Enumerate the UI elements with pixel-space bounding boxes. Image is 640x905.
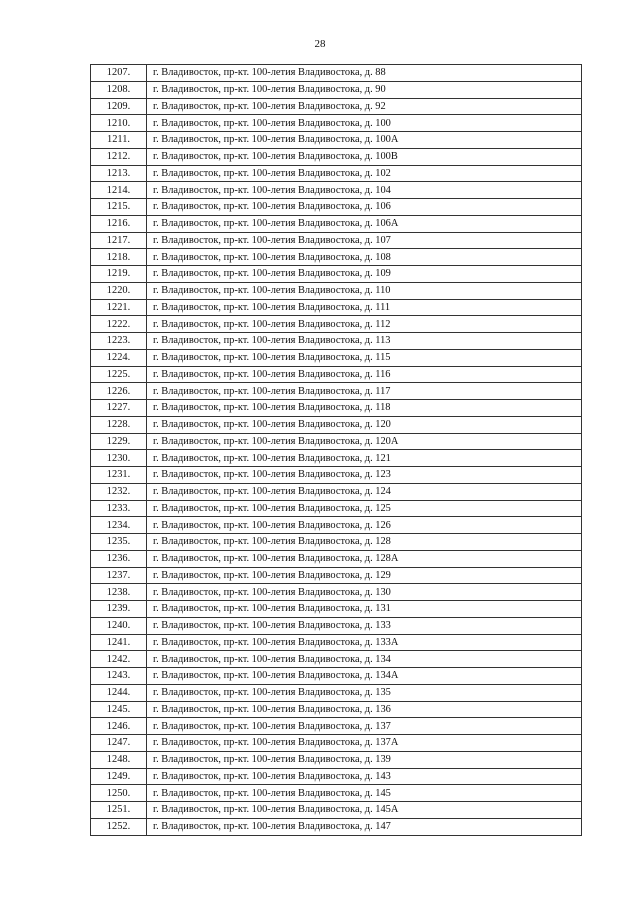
table-row [91,534,582,551]
row-number: 1246. [91,718,147,735]
row-address: г. Владивосток, пр-кт. 100-летия Владивостока, д. 128 [147,534,582,551]
row-address: г. Владивосток, пр-кт. 100-летия Владивостока, д. 100А [147,132,582,149]
row-address: г. Владивосток, пр-кт. 100-летия Владивостока, д. 113 [147,333,582,350]
row-address: г. Владивосток, пр-кт. 100-летия Владивостока, д. 145А [147,802,582,819]
row-address: г. Владивосток, пр-кт. 100-летия Владивостока, д. 147 [147,818,582,835]
row-number: 1235. [91,534,147,551]
row-address: г. Владивосток, пр-кт. 100-летия Владивостока, д. 133А [147,634,582,651]
table-row [91,550,582,567]
table-row [91,299,582,316]
table-row [91,735,582,752]
row-number: 1233. [91,500,147,517]
row-number: 1249. [91,768,147,785]
row-number: 1241. [91,634,147,651]
table-row [91,601,582,618]
row-address: г. Владивосток, пр-кт. 100-летия Владивостока, д. 117 [147,383,582,400]
row-number: 1217. [91,232,147,249]
row-address: г. Владивосток, пр-кт. 100-летия Владивостока, д. 120 [147,416,582,433]
table-row [91,98,582,115]
row-address: г. Владивосток, пр-кт. 100-летия Владивостока, д. 110 [147,282,582,299]
row-number: 1223. [91,333,147,350]
row-number: 1248. [91,751,147,768]
row-number: 1242. [91,651,147,668]
row-number: 1207. [91,65,147,82]
row-number: 1232. [91,483,147,500]
row-number: 1215. [91,199,147,216]
row-address: г. Владивосток, пр-кт. 100-летия Владивостока, д. 106 [147,199,582,216]
row-address: г. Владивосток, пр-кт. 100-летия Владивостока, д. 143 [147,768,582,785]
row-address: г. Владивосток, пр-кт. 100-летия Владивостока, д. 120А [147,433,582,450]
row-number: 1228. [91,416,147,433]
table-row [91,517,582,534]
row-address: г. Владивосток, пр-кт. 100-летия Владивостока, д. 139 [147,751,582,768]
row-number: 1212. [91,148,147,165]
row-address: г. Владивосток, пр-кт. 100-летия Владивостока, д. 135 [147,684,582,701]
table-row [91,567,582,584]
row-number: 1239. [91,601,147,618]
row-number: 1240. [91,617,147,634]
table-row [91,818,582,835]
table-row [91,684,582,701]
table-row [91,701,582,718]
row-address: г. Владивосток, пр-кт. 100-летия Владивостока, д. 134 [147,651,582,668]
row-number: 1234. [91,517,147,534]
address-table-body [91,65,582,836]
table-row [91,132,582,149]
row-number: 1222. [91,316,147,333]
table-row [91,366,582,383]
table-row [91,182,582,199]
row-address: г. Владивосток, пр-кт. 100-летия Владивостока, д. 124 [147,483,582,500]
row-number: 1220. [91,282,147,299]
row-address: г. Владивосток, пр-кт. 100-летия Владивостока, д. 88 [147,65,582,82]
row-address: г. Владивосток, пр-кт. 100-летия Владивостока, д. 128А [147,550,582,567]
row-address: г. Владивосток, пр-кт. 100-летия Владивостока, д. 102 [147,165,582,182]
row-number: 1213. [91,165,147,182]
table-row [91,500,582,517]
table-row [91,165,582,182]
row-number: 1250. [91,785,147,802]
row-address: г. Владивосток, пр-кт. 100-летия Владивостока, д. 121 [147,450,582,467]
table-row [91,433,582,450]
table-row [91,634,582,651]
table-row [91,483,582,500]
row-address: г. Владивосток, пр-кт. 100-летия Владивостока, д. 115 [147,349,582,366]
table-row [91,467,582,484]
address-table [90,64,582,836]
row-number: 1224. [91,349,147,366]
row-number: 1236. [91,550,147,567]
row-number: 1247. [91,735,147,752]
row-address: г. Владивосток, пр-кт. 100-летия Владивостока, д. 133 [147,617,582,634]
row-address: г. Владивосток, пр-кт. 100-летия Владивостока, д. 112 [147,316,582,333]
row-address: г. Владивосток, пр-кт. 100-летия Владивостока, д. 137 [147,718,582,735]
row-number: 1230. [91,450,147,467]
row-number: 1219. [91,266,147,283]
row-address: г. Владивосток, пр-кт. 100-летия Владивостока, д. 92 [147,98,582,115]
table-row [91,584,582,601]
table-row [91,333,582,350]
table-row [91,282,582,299]
table-row [91,416,582,433]
row-number: 1216. [91,215,147,232]
row-address: г. Владивосток, пр-кт. 100-летия Владивостока, д. 108 [147,249,582,266]
row-address: г. Владивосток, пр-кт. 100-летия Владивостока, д. 118 [147,400,582,417]
row-number: 1209. [91,98,147,115]
row-number: 1238. [91,584,147,601]
table-row [91,232,582,249]
page-number: 28 [314,38,326,50]
row-address: г. Владивосток, пр-кт. 100-летия Владивостока, д. 123 [147,467,582,484]
table-row [91,450,582,467]
row-address: г. Владивосток, пр-кт. 100-летия Владивостока, д. 129 [147,567,582,584]
row-number: 1210. [91,115,147,132]
row-number: 1214. [91,182,147,199]
row-address: г. Владивосток, пр-кт. 100-летия Владивостока, д. 126 [147,517,582,534]
table-row [91,383,582,400]
table-row [91,768,582,785]
row-number: 1252. [91,818,147,835]
table-row [91,316,582,333]
row-address: г. Владивосток, пр-кт. 100-летия Владивостока, д. 134А [147,668,582,685]
table-row [91,718,582,735]
row-address: г. Владивосток, пр-кт. 100-летия Владивостока, д. 131 [147,601,582,618]
row-address: г. Владивосток, пр-кт. 100-летия Владивостока, д. 106А [147,215,582,232]
row-number: 1218. [91,249,147,266]
row-number: 1244. [91,684,147,701]
row-address: г. Владивосток, пр-кт. 100-летия Владивостока, д. 125 [147,500,582,517]
row-number: 1211. [91,132,147,149]
table-row [91,751,582,768]
row-address: г. Владивосток, пр-кт. 100-летия Владивостока, д. 100В [147,148,582,165]
table-row [91,785,582,802]
table-row [91,249,582,266]
row-number: 1225. [91,366,147,383]
row-number: 1251. [91,802,147,819]
row-address: г. Владивосток, пр-кт. 100-летия Владивостока, д. 130 [147,584,582,601]
table-row [91,65,582,82]
row-address: г. Владивосток, пр-кт. 100-летия Владивостока, д. 100 [147,115,582,132]
row-number: 1231. [91,467,147,484]
row-number: 1229. [91,433,147,450]
row-address: г. Владивосток, пр-кт. 100-летия Владивостока, д. 104 [147,182,582,199]
row-address: г. Владивосток, пр-кт. 100-летия Владивостока, д. 111 [147,299,582,316]
table-row [91,199,582,216]
row-address: г. Владивосток, пр-кт. 100-летия Владивостока, д. 116 [147,366,582,383]
table-row [91,148,582,165]
table-row [91,668,582,685]
table-row [91,617,582,634]
table-row [91,400,582,417]
row-number: 1243. [91,668,147,685]
row-address: г. Владивосток, пр-кт. 100-летия Владивостока, д. 90 [147,81,582,98]
row-number: 1237. [91,567,147,584]
row-number: 1245. [91,701,147,718]
row-number: 1208. [91,81,147,98]
table-row [91,81,582,98]
table-row [91,266,582,283]
row-number: 1227. [91,400,147,417]
table-row [91,215,582,232]
table-row [91,802,582,819]
row-address: г. Владивосток, пр-кт. 100-летия Владивостока, д. 107 [147,232,582,249]
row-number: 1226. [91,383,147,400]
row-address: г. Владивосток, пр-кт. 100-летия Владивостока, д. 109 [147,266,582,283]
row-address: г. Владивосток, пр-кт. 100-летия Владивостока, д. 145 [147,785,582,802]
table-row [91,349,582,366]
row-number: 1221. [91,299,147,316]
row-address: г. Владивосток, пр-кт. 100-летия Владивостока, д. 137А [147,735,582,752]
row-address: г. Владивосток, пр-кт. 100-летия Владивостока, д. 136 [147,701,582,718]
table-row [91,651,582,668]
table-row [91,115,582,132]
